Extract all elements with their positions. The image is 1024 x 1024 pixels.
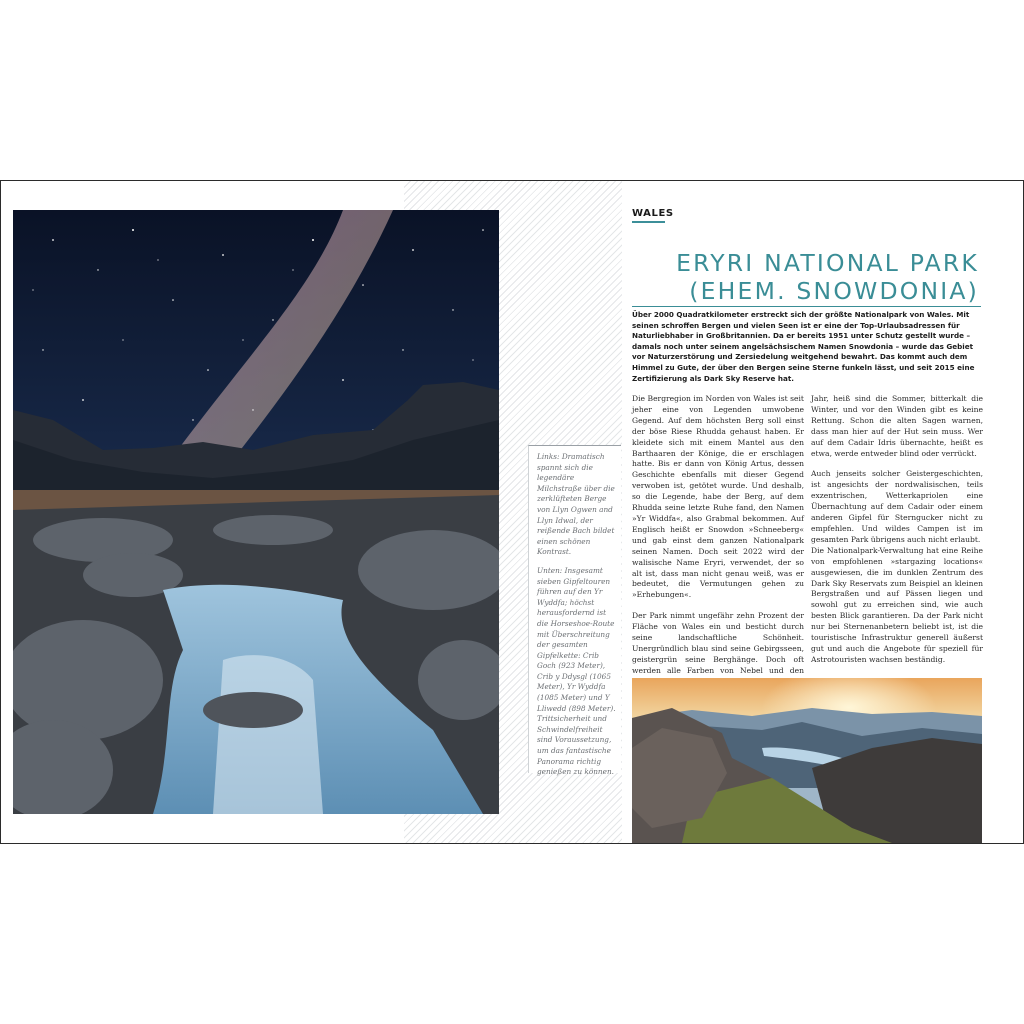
book-spread [0,180,1024,844]
intro-paragraph: Über 2000 Quadratkilometer erstreckt sich der größte Nationalpark von Wales. Mit seinen schroffen Bergen und vielen Seen ist er eine der Top-Urlaubsadressen für Naturliebhaber in Großbritannien. Da er bereits 1951 unter Schutz gestellt wurde – damals noch unter seinem angelsächsischem Namen Snowdonia – wurde das Gebiet vor Naturzerstörung und Zersiedelung weitgehend bewahrt. Das kommt auch dem Himmel zu Gute, der über den Bergen seine Sterne funkeln lässt, und seit 2015 eine Zertifizierung als Dark Sky Reserve hat. [632,310,975,383]
text-column-1 [632,394,804,708]
text-column-2 [811,394,983,676]
paragraph: Auch jenseits solcher Geistergeschichten, ist angesichts der nordwalisischen, teils exzentrischen, Wetterkapriolen eine Übernachtung auf dem Cadair oder einem anderen Gipfel für Sterngucker nicht zu empfehlen. Und wildes Campen ist im gesamten Park übrigens auch nicht erlaubt. [811,469,983,544]
section-underline [632,221,665,223]
sunrise-summit-photo [632,678,982,843]
paragraph: Jahr, heiß sind die Sommer, bitterkalt die Winter, und vor den Winden gibt es keine Rettung. Schon die alten Sagen warnen, dass man hier auf der Hut sein muss. Wer auf dem Cadair Idris übernachte, heißt es etwa, werde entweder blind oder verrückt. [811,394,983,458]
title-line-2: (EHEM. SNOWDONIA) [689,277,979,305]
paragraph: Die Bergregion im Norden von Wales ist seit jeher eine von Legenden umwobene Gegend. Auf dem höchsten Berg soll einst der böse Riese Rhudda gehaust haben. Er kleidete sich mit einem Mantel aus den Barthaaren der Könige, die er erschlagen hatte. Bis er dann von König Artus, dessen Geschichte ebenfalls mit dieser Gegend verwoben ist, getötet wurde. Und deshalb, so die Legende, habe der Berg, auf dem Rhudda seine letzte Ruhe fand, den Namen »Yr Widdfa«, also Grabmal bekommen. Auf Englisch heißt er Snowdon »Schneeberg« und gab einst dem ganzen Nationalpark seinen Namen. Doch seit 2022 wird der walisische Name Eryri, verwendet, der so alt ist, dass man nicht genau weiß, was er bedeutet, die Vermutungen gehen zu »Erhebungen«. [632,394,804,600]
paragraph: Die Nationalpark-Verwaltung hat eine Reihe von empfohlenen »stargazing locations« ausgewiesen, die im dunklen Zentrum des Dark Sky Reservats zum Beispiel an kleinen Bergstraßen und auf Pässen liegen und sowohl gut zu erreichen sind, wie auch besten Blick garantieren. Da der Park nicht nur bei Sternenanbetern beliebt ist, ist die touristische Infrastruktur generell äußerst gut und auch die Angebote für speziell für Astrotouristen wachsen beständig. [811,545,983,664]
caption-left: Links: Dramatisch spannt sich die legendäre Milchstraße über die zerklüfteten Berge von Llyn Ogwen and Llyn Idwal, der reißende Bach bildet einen schönen Kontrast. [537,452,615,557]
paragraph: Der Park nimmt ungefähr zehn Prozent der Fläche von Wales ein und besticht durch seine landschaftliche Schönheit. Unergründlich blau sind seine Gebirgsseen, geistergrün seine Berghänge. Doch oft werden alle Farben von Nebel und den [632,611,804,675]
page-title [676,249,979,305]
photo-caption [528,445,621,777]
title-line-1: ERYRI NATIONAL PARK [676,249,979,277]
title-rule [632,306,981,307]
section-label: WALES [632,208,674,219]
milky-way-waterfall-photo [13,210,499,814]
caption-bottom: Unten: Insgesamt sieben Gipfeltouren führen auf den Yr Wyddfa; höchst herausfordernd ist die Horseshoe-Route mit Überschreitung der gesamten Gipfelkette: Crib Goch (923 Meter), Crib y Ddysgl (1065 Meter), Yr Wyddfa (1085 Meter) und Y Lliwedd (898 Meter). Trittsicherheit und Schwindelfreiheit sind Voraussetzung, um das fantastische Panorama richtig genießen zu können. [537,565,616,777]
